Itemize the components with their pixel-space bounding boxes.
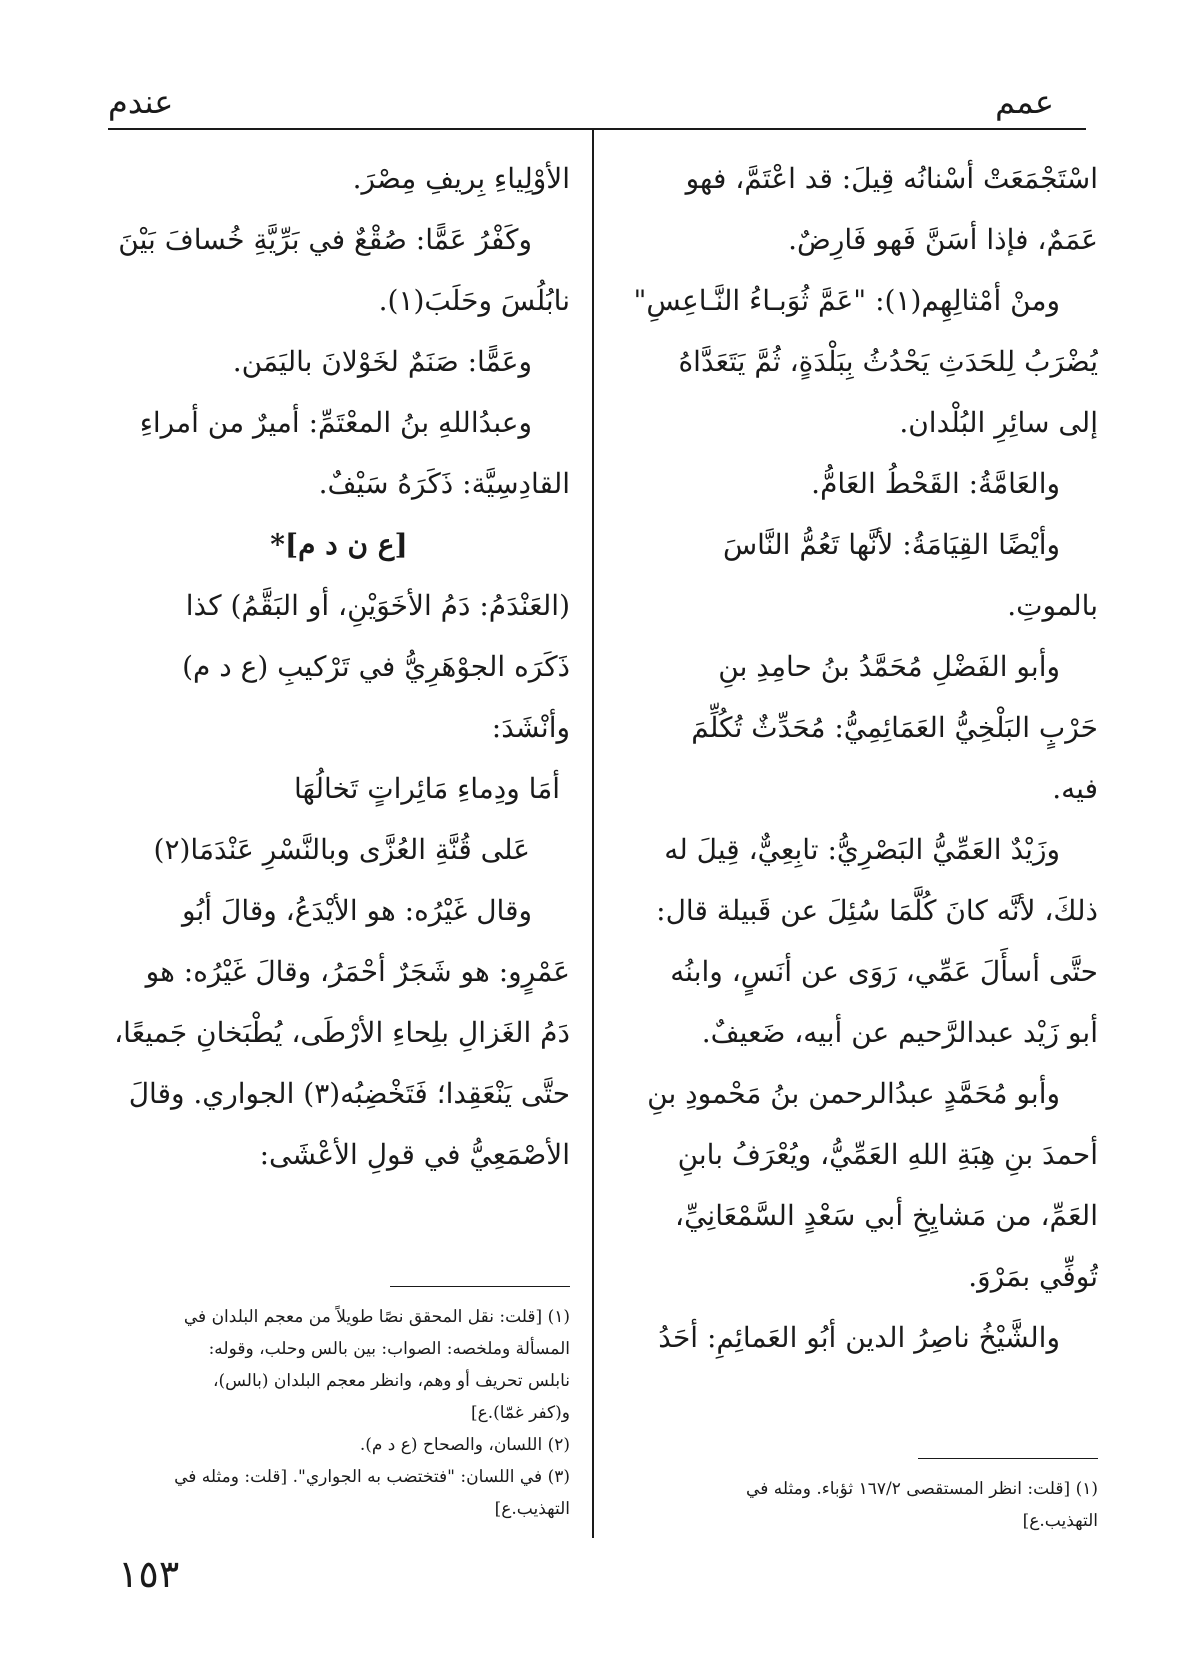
- verse-line: أمَا ودِماءِ مَائِراتٍ تَخالُهَا: [294, 772, 560, 805]
- page-number: ١٥٣: [118, 1552, 180, 1596]
- text-line: (العَنْدَمُ: دَمُ الأخَوَيْنِ، أو البَقَّمُ) كذا: [185, 589, 570, 622]
- footnote-line: (٢) اللسان، والصحاح (ع د م).: [359, 1435, 570, 1455]
- text-line: ذلكَ، لأنَّه كانَ كُلَّمَا سُئِلَ عن قَبيلة قال:: [656, 894, 1098, 927]
- text-line: عَمَمٌ، فإذا أسَنَّ فَهو فَارِضٌ.: [788, 223, 1098, 256]
- footnote-rule: [918, 1458, 1098, 1459]
- footnote-line: المسألة وملخصه: الصواب: بين بالس وحلب، وقوله:: [208, 1339, 570, 1359]
- text-line: فيه.: [1052, 772, 1098, 805]
- text-line: العَمِّ، من مَشايِخِ أبي سَعْدٍ السَّمْعَانِيِّ،: [675, 1199, 1098, 1232]
- text-line: القادِسِيَّة: ذَكَرَهُ سَيْفٌ.: [318, 467, 570, 500]
- footnote-line: (١) [قلت: نقل المحقق نصًا طويلاً من معجم البلدان في: [183, 1307, 570, 1327]
- footnote-line: التهذيب.ع]: [1022, 1511, 1098, 1531]
- text-line: الأوْلِياءِ بِريفِ مِصْرَ.: [352, 162, 570, 195]
- text-line: وعَمًّا: صَنَمٌ لخَوْلانَ باليَمَن.: [232, 345, 532, 378]
- header-root-right: عمم: [995, 83, 1054, 121]
- text-line: وأنْشَدَ:: [491, 711, 570, 744]
- text-line: تُوفِّي بمَرْوَ.: [968, 1260, 1098, 1293]
- text-line: عَمْرٍو: هو شَجَرٌ أحْمَرُ، وقالَ غَيْرُه: هو: [145, 955, 570, 988]
- text-line: حتَّى يَنْعَقِدا؛ فَتَخْضِبُه(٣) الجواري. وقالَ: [128, 1077, 570, 1110]
- text-line: دَمُ الغَزالِ بلِحاءِ الأرْطَى، يُطْبَخانِ جَميعًا،: [114, 1016, 570, 1049]
- footnotes-left: [108, 1276, 570, 1525]
- footnote-line: و(كفر غمّا).ع]: [470, 1403, 570, 1423]
- footnotes-right: [628, 1448, 1098, 1537]
- text-line: يُضْرَبُ لِلحَدَثِ يَحْدُثُ بِبَلْدَةٍ، ثُمَّ يَتَعَدَّاهُ: [678, 345, 1098, 378]
- footnote-line: (٣) في اللسان: "فتختضب به الجواري". [قلت: ومثله في: [174, 1467, 570, 1487]
- text-line: وكَفْرُ عَمًّا: صُقْعٌ في بَرِّيَّةِ خُسافَ بَيْنَ: [118, 223, 532, 256]
- text-line: وأبو مُحَمَّدٍ عبدُالرحمن بنُ مَحْمودِ بنِ: [647, 1077, 1060, 1110]
- column-left: [108, 148, 570, 1185]
- header-rule: [108, 128, 1086, 130]
- text-line: وأبو الفَضْلِ مُحَمَّدُ بنُ حامِدِ بنِ: [718, 650, 1060, 683]
- column-divider: [592, 128, 594, 1538]
- text-line: وأيْضًا القِيَامَةُ: لأنَّها تَعُمُّ النَّاسَ: [722, 528, 1060, 561]
- verse-line: عَلى قُنَّةِ العُزَّى وبالنَّسْرِ عَنْدَمَا(٢): [153, 833, 530, 866]
- entry-heading: [ع ن د م]*: [270, 528, 408, 561]
- text-line: وقال غَيْرُه: هو الأيْدَعُ، وقالَ أبُو: [182, 894, 532, 927]
- text-line: أحمدَ بنِ هِبَةِ اللهِ العَمِّيُّ، ويُعْرَفُ بابنِ: [677, 1138, 1098, 1171]
- text-line: والشَّيْخُ ناصِرُ الدين أبُو العَمائِمِ: أحَدُ: [658, 1321, 1060, 1354]
- footnote-line: نابلس تحريف أو وهم، وانظر معجم البلدان (بالس)،: [213, 1371, 570, 1391]
- text-line: وزَيْدٌ العَمِّيُّ البَصْرِيُّ: تابِعِيٌّ، قِيلَ له: [664, 833, 1060, 866]
- text-line: حتَّى أسأَلَ عَمِّي، رَوَى عن أنَسٍ، وابنُه: [670, 955, 1098, 988]
- text-line: نابُلُسَ وحَلَبَ(١).: [378, 284, 570, 317]
- text-line: أبو زَيْد عبدالرَّحيم عن أبيه، ضَعيفٌ.: [701, 1016, 1098, 1049]
- text-line: ذَكَرَه الجوْهَرِيُّ في تَرْكيبِ (ع د م): [182, 650, 570, 683]
- text-line: بالموتِ.: [1007, 589, 1098, 622]
- text-line: ومنْ أمْثالِهِم(١): "عَمَّ ثُوَبـاءُ النَّـاعِسِ": [633, 284, 1060, 317]
- text-line: والعَامَّةُ: القَحْطُ العَامُّ.: [811, 467, 1060, 500]
- text-line: اسْتَجْمَعَتْ أسْنانُه قِيلَ: قد اعْتَمَّ، فهو: [685, 162, 1098, 195]
- footnote-line: التهذيب.ع]: [494, 1499, 570, 1519]
- footnote-line: (١) [قلت: انظر المستقصى ١٦٧/٢ ثؤباء. ومثله في: [746, 1479, 1098, 1499]
- text-line: حَرْبٍ البَلْخِيُّ العَمَائِمِيُّ: مُحَدِّثٌ تُكُلِّمَ: [691, 711, 1098, 744]
- text-line: وعبدُاللهِ بنُ المعْتَمِّ: أميرٌ من أمراءِ: [139, 406, 532, 439]
- text-line: إلى سائِرِ البُلْدان.: [899, 406, 1098, 439]
- footnote-rule: [390, 1286, 570, 1287]
- header-root-left: عندم: [108, 83, 174, 121]
- text-line: الأصْمَعِيُّ في قولِ الأعْشَى:: [259, 1138, 570, 1171]
- column-right: [628, 148, 1098, 1368]
